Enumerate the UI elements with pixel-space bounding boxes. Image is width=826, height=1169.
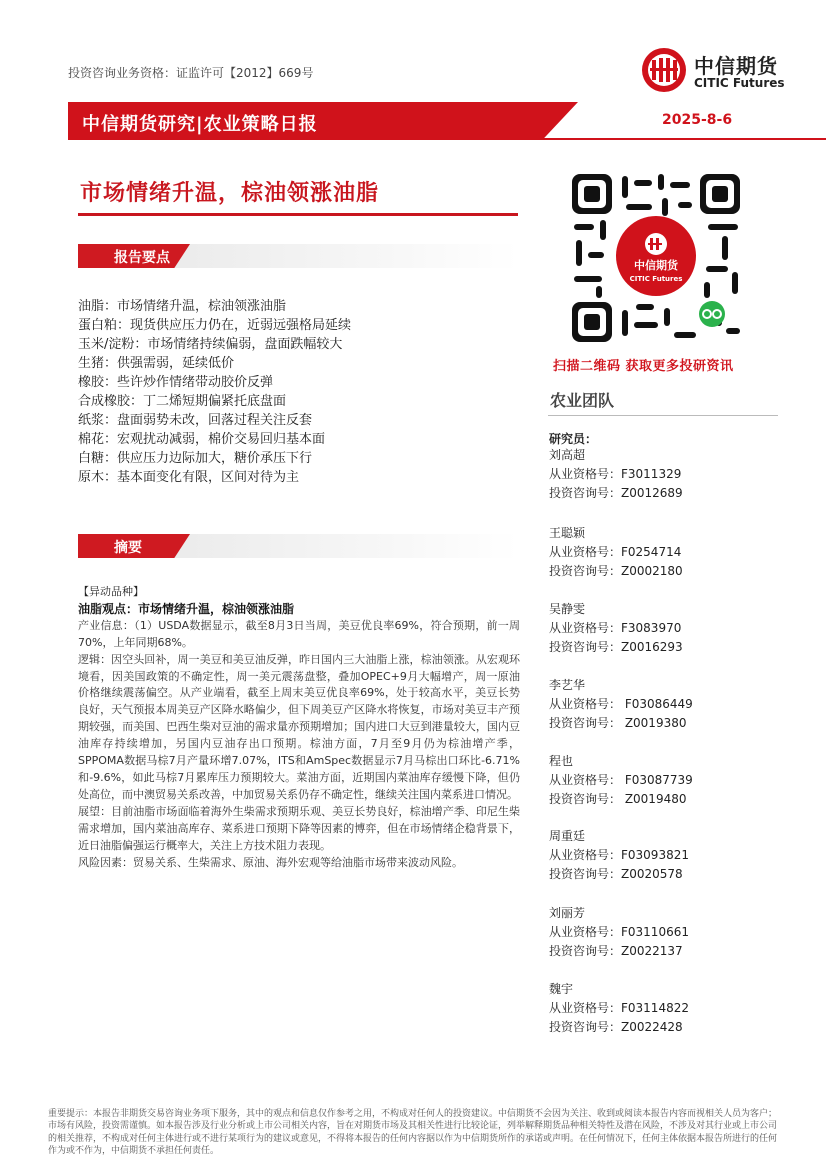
consulting-number: 投资咨询号：Z0016293 xyxy=(549,640,683,654)
researcher-name: 吴静雯 xyxy=(549,602,586,616)
section-header-summary xyxy=(78,534,518,558)
report-date: 2025-8-6 xyxy=(662,112,733,128)
consulting-number: 投资咨询号：Z0022428 xyxy=(549,1020,683,1034)
researcher-card xyxy=(549,980,789,1037)
researcher-card xyxy=(549,904,789,961)
section-label: 摘要 xyxy=(114,540,142,556)
researcher-card xyxy=(549,600,789,657)
title-underline xyxy=(78,213,518,216)
view-title: 油脂观点：市场情绪升温，棕油领涨油脂 xyxy=(78,601,295,616)
summary-body xyxy=(78,584,520,871)
researcher-card xyxy=(549,752,789,809)
researcher-card xyxy=(549,676,789,733)
list-item: 蛋白粕：现货供应压力仍在，近弱远强格局延续 xyxy=(78,318,352,333)
researcher-card xyxy=(549,446,789,503)
researcher-name: 王聪颖 xyxy=(549,526,586,540)
qualification-number: 从业资格号： F03087739 xyxy=(549,773,693,787)
key-points-list xyxy=(78,297,518,487)
citic-emblem-icon xyxy=(640,46,688,94)
consulting-number: 投资咨询号： Z0019380 xyxy=(549,716,687,730)
logo-english-name: CITIC Futures xyxy=(694,76,785,90)
qualification-number: 从业资格号： F03086449 xyxy=(549,697,693,711)
researcher-card xyxy=(549,827,789,884)
paragraph-risk: 风险因素：贸易关系、生柴需求、原油、海外宏观等给油脂市场带来波动风险。 xyxy=(78,855,463,869)
consulting-number: 投资咨询号：Z0022137 xyxy=(549,944,683,958)
page-title: 市场情绪升温，棕油领涨油脂 xyxy=(80,181,380,206)
qualification-number: 从业资格号：F03114822 xyxy=(549,1001,689,1015)
section-label: 报告要点 xyxy=(114,250,170,266)
qualification-number: 从业资格号：F0254714 xyxy=(549,545,682,559)
list-item: 纸浆：盘面弱势未改，回落过程关注反套 xyxy=(78,413,313,428)
team-divider xyxy=(548,415,778,416)
list-item: 棉花：宏观扰动减弱，棉价交易回归基本面 xyxy=(78,432,326,447)
license-statement: 投资咨询业务资格：证监许可【2012】669号 xyxy=(68,66,314,80)
paragraph-logic: 逻辑：因空头回补，周一美豆和美豆油反弹，昨日国内三大油脂上涨，棕油领涨。从宏观环境看，因美国政策的不确定性，周一美元震荡盘整，叠加OPEC+9月大幅增产，周一原油价格继续震荡偏空。从产业端看，截至上周末美豆优良率69%，处于较高水平，美豆长势良好，天气预报本周美豆产区降水略偏少，但下周美豆产区降水将恢复，市场对美豆丰产预期较强，而美国、巴西生柴对豆油的需求量亦预期增加；国内进口大豆到港量较大，国内豆油库存持续增加，另国内豆油存出口预期。棕油方面，7月至9月仍为棕油增产季，SPPOMA数据马棕7月产量环增7.07%，ITS和AmSpec数据显示7月马棕出口环比-6.71%和-9.6%，如此马棕7月累库压力预期较大。菜油方面，近期国内菜油库存缓慢下降，但仍处高位，而中澳贸易关系改善，中加贸易关系仍存不确定性，继续关注国内菜系进口情况。 xyxy=(78,652,520,801)
qr-center-badge xyxy=(616,216,696,296)
citic-futures-logo xyxy=(640,46,810,96)
qualification-number: 从业资格号：F3011329 xyxy=(549,467,682,481)
consulting-number: 投资咨询号：Z0002180 xyxy=(549,564,683,578)
qr-badge-en: CITIC Futures xyxy=(629,275,683,283)
qr-caption: 扫描二维码 获取更多投研资讯 xyxy=(553,359,734,374)
researcher-name: 周重廷 xyxy=(549,829,586,843)
consulting-number: 投资咨询号： Z0019480 xyxy=(549,792,687,806)
researcher-name: 刘高超 xyxy=(549,448,586,462)
qr-badge-cn: 中信期货 xyxy=(634,259,678,272)
qualification-number: 从业资格号：F3083970 xyxy=(549,621,682,635)
consulting-number: 投资咨询号：Z0012689 xyxy=(549,486,683,500)
researcher-card xyxy=(549,524,789,581)
researchers-label: 研究员： xyxy=(549,432,598,446)
report-banner xyxy=(68,102,826,140)
anomaly-tag: 【异动品种】 xyxy=(78,585,144,598)
logo-chinese-name: 中信期货 xyxy=(694,54,778,78)
paragraph-industry-info: 产业信息：（1）USDA数据显示，截至8月3日当周，美豆优良率69%，符合预期，前一周70%，上年同期68%。 xyxy=(78,618,520,649)
researcher-name: 程也 xyxy=(549,754,574,768)
qr-code[interactable] xyxy=(566,168,746,348)
list-item: 生猪：供强需弱，延续低价 xyxy=(78,356,235,371)
team-title: 农业团队 xyxy=(550,391,615,410)
list-item: 橡胶：些许炒作情绪带动胶价反弹 xyxy=(78,375,274,390)
consulting-number: 投资咨询号：Z0020578 xyxy=(549,867,683,881)
qualification-number: 从业资格号：F03093821 xyxy=(549,848,689,862)
researcher-name: 魏宇 xyxy=(549,982,574,996)
banner-divider xyxy=(68,138,826,140)
disclaimer: 重要提示：本报告非期货交易咨询业务项下服务，其中的观点和信息仅作参考之用，不构成对任何人的投资建议。中信期货不会因为关注、收到或阅读本报告内容而视相关人员为客户；市场有风险，投资需谨慎。如本报告涉及行业分析或上市公司相关内容，旨在对期货市场及其相关性进行比较论证，列举解释期货品种相关特性及潜在风险，不涉及对其行业或上市公司的相关推荐，不构成对任何主体进行或不进行某项行为的建议或意见，不得将本报告的任何内容据以作为中信期货所作的承诺或声明。在任何情况下，任何主体依据本报告所进行的任何作为或不作为，中信期货不承担任何责任。 xyxy=(48,1109,778,1157)
report-title: 中信期货研究|农业策略日报 xyxy=(82,114,318,135)
researcher-name: 刘丽芳 xyxy=(549,906,586,920)
list-item: 合成橡胶：丁二烯短期偏紧托底盘面 xyxy=(78,394,287,409)
list-item: 白糖：供应压力边际加大，糖价承压下行 xyxy=(78,451,313,466)
paragraph-outlook: 展望：目前油脂市场面临着海外生柴需求预期乐观、美豆长势良好，棕油增产季、印尼生柴需求增加，国内菜油高库存、菜系进口预期下降等因素的博弈，但在市场情绪企稳背景下，近日油脂偏强运行概率大，关注上方技术阻力表现。 xyxy=(78,804,520,852)
list-item: 油脂：市场情绪升温，棕油领涨油脂 xyxy=(78,299,287,314)
list-item: 玉米/淀粉：市场情绪持续偏弱，盘面跌幅较大 xyxy=(78,337,343,352)
researcher-name: 李艺华 xyxy=(549,678,586,692)
section-header-key-points xyxy=(78,244,518,268)
qualification-number: 从业资格号：F03110661 xyxy=(549,925,689,939)
list-item: 原木：基本面变化有限，区间对待为主 xyxy=(78,470,300,485)
